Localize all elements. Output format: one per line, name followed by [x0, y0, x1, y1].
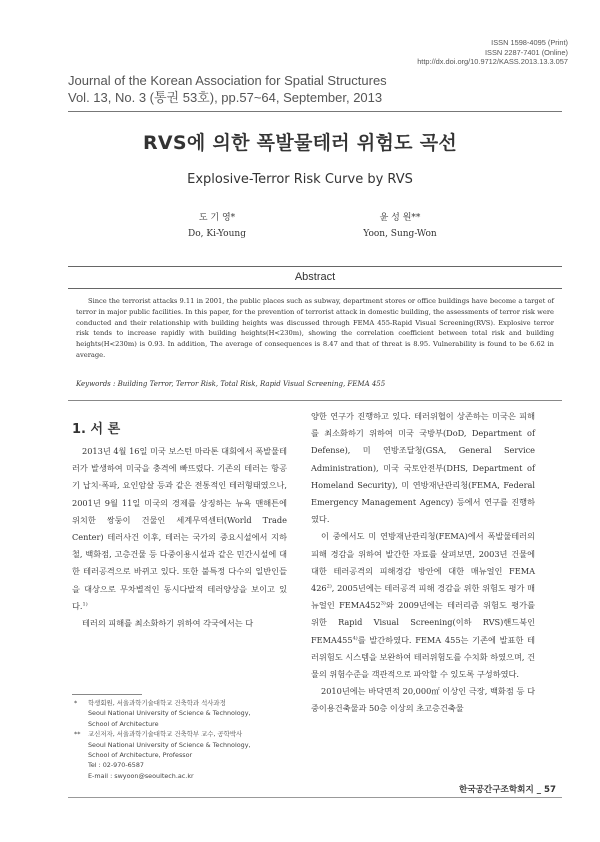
footnote-line: Seoul National University of Science & Technology, [88, 709, 251, 718]
author-2-name-ko: 윤 성 원** [379, 213, 421, 223]
author-1-name-ko: 도 기 영* [198, 213, 236, 223]
footnote-line: Seoul National University of Science & Technology, [88, 740, 251, 749]
body-paragraph: 테러의 피해를 최소화하기 위하여 각국에서는 다 [82, 618, 254, 629]
footnote-divider [72, 694, 142, 695]
page-footer: 한국공간구조학회지 _ 57 [459, 785, 556, 795]
paragraph-text: 2013년 4월 16일 미국 보스턴 마라톤 대회에서 폭발물테러가 발생하여 미국을 충격에 빠뜨렸다. 기존의 테러는 항공기 납치·폭파, 요인암살 등과 같은 전통적인 테러형태였으나, 2001년 9월 11일 미국의 경제를 상징하는 뉴욕 맨해튼에 위치한 쌍둥이 건물인 세계무역센터(World Trade Center) 테러사건 이후, 테러는 국가의 중요시설에서 지하철, 백화점, 고층건물 등 다중이용시설과 같은 민간시설에 대한 테러공격으로 바뀌고 있다. 또한 불특정 다수의 일반인들을 대상으로 무차별적인 동시다발적 테러양상을 보이고 있다. [72, 446, 287, 611]
issn-print: ISSN 1598-4095 (Print) [491, 38, 568, 47]
paragraph-text: , 2005년에는 테러공격 피해 경감을 위한 위험도 평가 매뉴얼인 FEMA452 [311, 583, 535, 611]
section-title-introduction: 1. 서 론 [72, 422, 121, 437]
keywords: Keywords : Building Terror, Terror Risk, Total Risk, Rapid Visual Screening, FEMA 455 [76, 380, 386, 388]
footnote-ref: 3) [380, 600, 386, 607]
footnote-ref: 1) [82, 601, 88, 608]
paragraph-text: 이 중에서도 미 연방재난관리청(FEMA)에서 폭발물테러의 피해 경감을 위하여 발간한 자료를 살펴보면, 2003년 건물에 대한 테러공격의 피해경감 방안에 대한 매뉴얼인 FEMA 426 [311, 531, 535, 594]
author-2-name-en: Yoon, Sung-Won [363, 229, 437, 239]
body-column-right [311, 408, 535, 718]
volume-line: Vol. 13, No. 3 (통권 53호), pp.57~64, September, 2013 [68, 90, 383, 105]
footnote-line: 교신저자, 서울과학기술대학교 건축학부 교수, 공학박사 [88, 730, 243, 739]
journal-header [68, 72, 508, 106]
footnote-line: School of Architecture [88, 719, 159, 728]
issn-block [268, 38, 568, 67]
journal-name: Journal of the Korean Association for Spatial Structures [68, 73, 387, 88]
footnote-ref: 4) [352, 634, 358, 641]
abstract-divider [68, 400, 562, 401]
body-paragraph: 2010년에는 바닥면적 20,000㎡ 이상인 극장, 백화점 등 다중이용건축물과 50층 이상의 초고층건축물 [311, 686, 535, 714]
header-divider [68, 111, 562, 112]
footnote-mark: * [74, 699, 78, 707]
footnote-line: 학생회원, 서울과학기술대학교 건축학과 석사과정 [88, 699, 226, 707]
footnote-author-2 [72, 729, 297, 781]
paragraph-text: 를 발간하였다. FEMA 455는 기존에 발표한 테러위험도 시스템을 보완하여 테러위험도를 수치화 하였으며, 건물의 위험수준을 객관적으로 파악할 수 있도록 구성하였다. [311, 634, 535, 680]
abstract-text: Since the terrorist attacks 9.11 in 2001, the public places such as subway, department stores or office buildings have become a target of terror in major public facilities. In this paper, for the prevention of terrorist attack in domestic building, the assessments of terror risk were conducted and their relationship with building heights was discussed through FEMA 455-Rapid Visual Screening(RVS). Explosive terror risk tends to increase rapidly with building heights(H<230m), showing the correlation coefficient between total risk and building heights(H<230m) is 0.93. In addition, The average of consequences is 8.47 and that of threat is 8.95. Vulnerability is found to be 6.62 in average. [76, 297, 554, 359]
paper-title-korean: RVS에 의한 폭발물테러 위험도 곡선 [142, 132, 458, 154]
footnote-mark: ** [74, 730, 81, 739]
body-column-left [72, 443, 287, 632]
author-1-name-en: Do, Ki-Young [188, 229, 246, 239]
doi-link[interactable]: http://dx.doi.org/10.9712/KASS.2013.13.3.057 [417, 57, 568, 67]
body-paragraph: 양한 연구가 진행하고 있다. 테러위협이 상존하는 미국은 피해를 최소화하기 위하여 미국 국방부(DoD, Department of Defense), 미 연방조달청(GSA, General Service Administration), 미국 국토안전부(DHS, Department of Homeland Security), 미 연방재난관리청(FEMA, Federal Emergency Management Agency) 등에서 연구를 진행하였다. [311, 411, 535, 525]
footnote-ref: 2) [326, 583, 332, 590]
paper-title-english: Explosive-Terror Risk Curve by RVS [187, 172, 413, 187]
body-paragraph [311, 528, 535, 683]
paragraph-text: 와 2009년에는 테러리즘 위험도 평가를 위한 Rapid Visual Screening(이하 RVS)핸드북인 FEMA455 [311, 600, 535, 645]
footnote-line: Tel : 02-970-6587 [88, 761, 144, 770]
footnote-email[interactable]: E-mail : swyoon@seoultech.ac.kr [88, 771, 194, 780]
abstract-heading: Abstract [68, 266, 562, 289]
author-footnotes [72, 698, 297, 781]
body-paragraph [72, 443, 287, 615]
issn-online: ISSN 2287-7401 (Online) [485, 47, 568, 57]
author-1 [117, 210, 317, 242]
footer-divider [68, 797, 562, 798]
footnote-author-1 [72, 698, 297, 729]
author-2 [300, 210, 500, 242]
footnote-line: School of Architecture, Professor [88, 751, 193, 760]
